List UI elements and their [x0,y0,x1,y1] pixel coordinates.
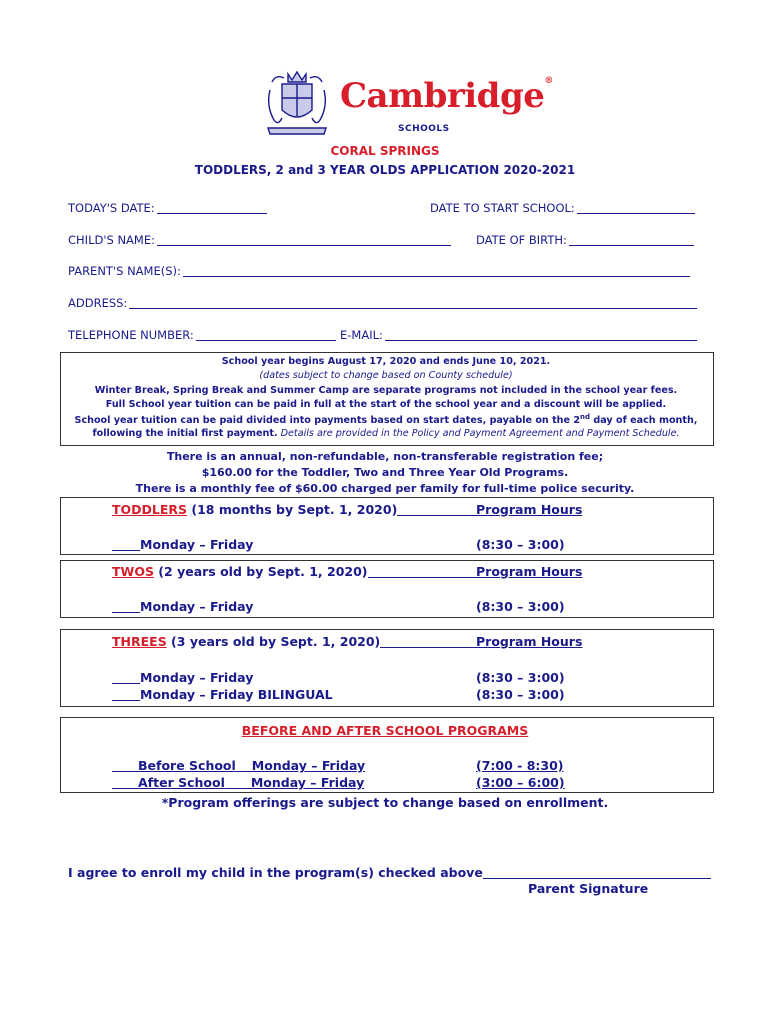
dob-label: DATE OF BIRTH: [476,233,567,247]
email-field[interactable] [340,328,697,342]
child-name-field[interactable] [68,233,451,247]
fee-line-1: There is an annual, non-refundable, non-transferable registration fee; [166,450,604,463]
start-date-label: DATE TO START SCHOOL: [430,201,575,215]
before-after-title: BEFORE AND AFTER SCHOOL PROGRAMS [241,723,529,738]
twos-option[interactable]: Monday – Friday [112,599,253,614]
twos-checkbox-line[interactable] [112,600,140,613]
toddlers-title: TODDLERS (18 months by Sept. 1, 2020) [112,502,497,517]
brand-name: Cambridge® [340,76,553,116]
before-school-checkbox-line[interactable] [112,759,138,772]
info-line-2: (dates subject to change based on County schedule) [259,370,513,381]
cambridge-logo [262,70,553,136]
address-field[interactable] [68,296,697,310]
toddlers-option[interactable]: Monday – Friday [112,537,253,552]
program-change-note: *Program offerings are subject to change based on enrollment. [161,795,609,810]
after-school-hours: (3:00 – 6:00) [476,775,565,790]
brand-subtitle: SCHOOLS [398,124,450,134]
twos-hours: (8:30 – 3:00) [476,599,565,614]
info-line-1: School year begins August 17, 2020 and ends June 10, 2021. [221,356,551,367]
info-line-4: Full School year tuition can be paid in full at the start of the school year and a discount will be applied. [105,399,667,410]
fee-line-3: There is a monthly fee of $60.00 charged per family for full-time police security. [135,482,635,495]
threes-option-2[interactable]: Monday – Friday BILINGUAL [112,687,333,702]
start-date-field[interactable] [430,201,695,215]
twos-hours-label: Program Hours [476,564,583,579]
dob-field[interactable] [476,233,694,247]
after-school-option[interactable]: After School Monday – Friday [112,775,364,790]
toddlers-hours: (8:30 – 3:00) [476,537,565,552]
email-label: E-MAIL: [340,328,383,342]
telephone-field[interactable] [68,328,336,342]
after-school-checkbox-line[interactable] [112,776,138,789]
telephone-label: TELEPHONE NUMBER: [68,328,194,342]
parent-signature-label: Parent Signature [528,881,649,896]
threes-checkbox-line-1[interactable] [112,671,140,684]
parent-name-field[interactable] [68,264,690,278]
todays-date-field[interactable] [68,201,267,215]
threes-hours-1: (8:30 – 3:00) [476,670,565,685]
twos-title: TWOS (2 years old by Sept. 1, 2020) [112,564,478,579]
threes-checkbox-line-2[interactable] [112,688,140,701]
before-school-option[interactable]: Before School Monday – Friday [112,758,365,773]
fee-line-2: $160.00 for the Toddler, Two and Three Year Old Programs. [201,466,569,479]
before-school-hours: (7:00 - 8:30) [476,758,564,773]
child-name-label: CHILD'S NAME: [68,233,155,247]
address-label: ADDRESS: [68,296,128,310]
threes-hours-2: (8:30 – 3:00) [476,687,565,702]
info-line-3: Winter Break, Spring Break and Summer Camp are separate programs not included in the school year fees. [94,385,678,396]
toddlers-checkbox-line[interactable] [112,538,140,551]
crest-icon [262,70,332,136]
parent-signature-line[interactable] [483,866,711,879]
threes-title: THREES (3 years old by Sept. 1, 2020) [112,634,498,649]
info-line-5: School year tuition can be paid divided into payments based on start dates, payable on the 2nd day of each month, [74,413,698,427]
agreement-text: I agree to enroll my child in the program(s) checked above [68,865,711,880]
info-line-6: following the initial first payment. Details are provided in the Policy and Payment Agreement and Payment Schedule. [92,428,680,439]
parent-name-label: PARENT'S NAME(S): [68,264,181,278]
campus-name: CORAL SPRINGS [330,144,440,158]
threes-hours-label: Program Hours [476,634,583,649]
page-title: TODDLERS, 2 and 3 YEAR OLDS APPLICATION 2020-2021 [194,163,576,177]
todays-date-label: TODAY'S DATE: [68,201,155,215]
toddlers-hours-label: Program Hours [476,502,583,517]
threes-option-1[interactable]: Monday – Friday [112,670,253,685]
